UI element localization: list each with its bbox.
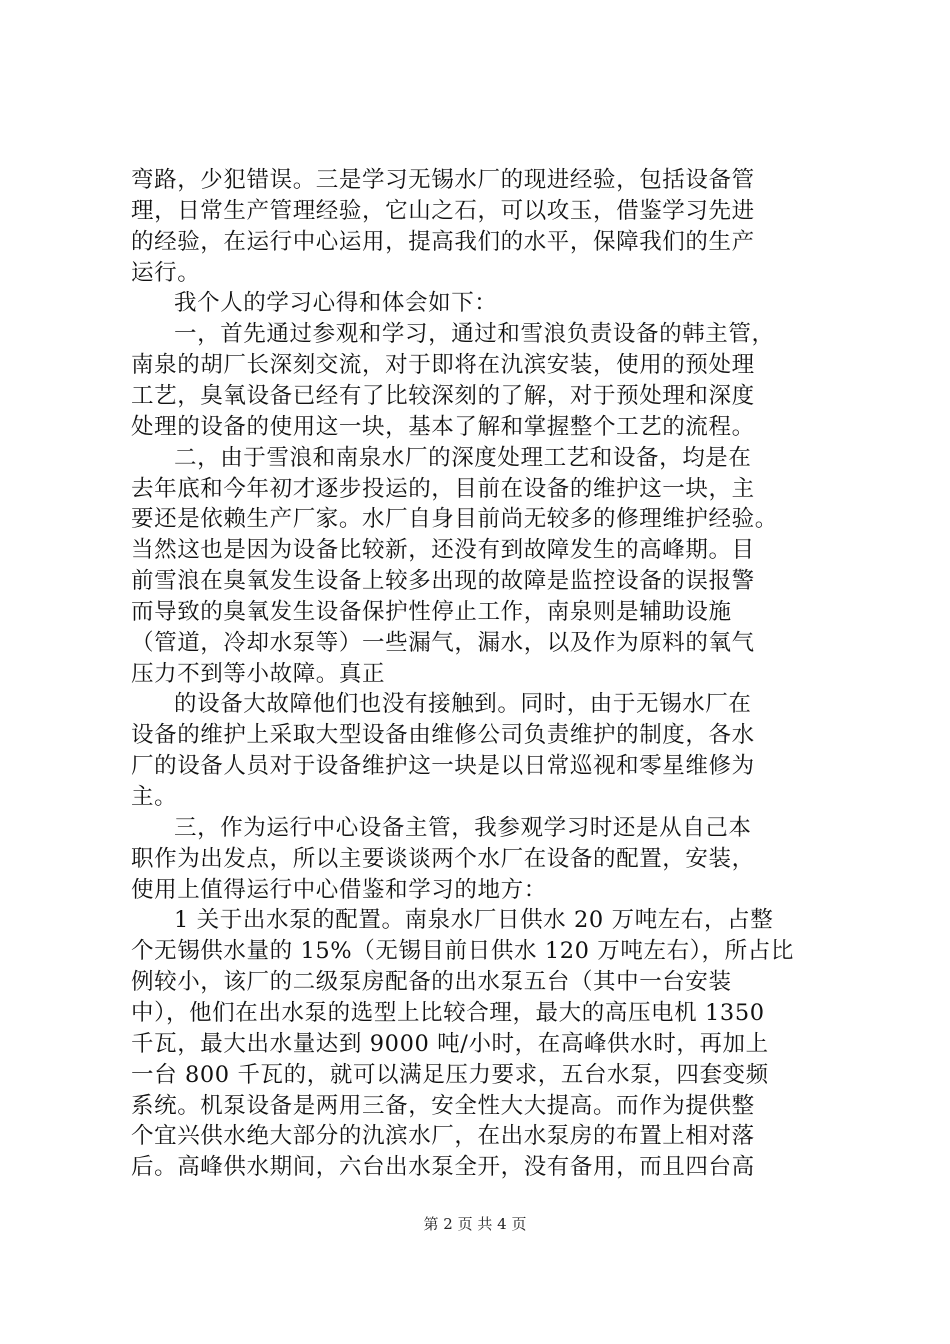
text-line: 职作为出发点，所以主要谈谈两个水厂在设备的配置，安装， — [131, 845, 755, 872]
text-line: 运行。 — [131, 259, 201, 286]
text-line: 而导致的臭氧发生设备保护性停止工作，南泉则是辅助设施 — [131, 598, 732, 625]
text-line: 使用上值得运行中心借鉴和学习的地方： — [131, 876, 547, 903]
text-line: 要还是依赖生产厂家。水厂自身目前尚无较多的修理维护经验。 — [131, 506, 778, 533]
page-footer: 第 2 页 共 4 页 — [423, 1215, 527, 1233]
text-line: 我个人的学习心得和体会如下： — [174, 290, 498, 317]
text-line: 南泉的胡厂长深刻交流，对于即将在氿滨安装，使用的预处理 — [131, 352, 755, 379]
text-line: 个宜兴供水绝大部分的氿滨水厂，在出水泵房的布置上相对落 — [131, 1123, 755, 1150]
text-line: 三，作为运行中心设备主管，我参观学习时还是从自己本 — [174, 814, 752, 841]
text-line: 当然这也是因为设备比较新，还没有到故障发生的高峰期。目 — [131, 537, 755, 564]
text-line: 的设备大故障他们也没有接触到。同时，由于无锡水厂在 — [174, 691, 752, 718]
text-line: 厂的设备人员对于设备维护这一块是以日常巡视和零星维修为 — [131, 753, 755, 780]
text-line: 处理的设备的使用这一块，基本了解和掌握整个工艺的流程。 — [131, 413, 755, 440]
text-line: 千瓦，最大出水量达到 9000 吨/小时，在高峰供水时，再加上 — [131, 1030, 769, 1057]
text-line: 系统。机泵设备是两用三备，安全性大大提高。而作为提供整 — [131, 1092, 755, 1119]
text-line: 压力不到等小故障。真正 — [131, 660, 386, 687]
text-line: 前雪浪在臭氧发生设备上较多出现的故障是监控设备的误报警 — [131, 568, 755, 595]
text-line: （管道，冷却水泵等）一些漏气，漏水，以及作为原料的氧气 — [131, 629, 755, 656]
text-line: 一，首先通过参观和学习，通过和雪浪负责设备的韩主管， — [174, 321, 775, 348]
text-line: 例较小，该厂的二级泵房配备的出水泵五台（其中一台安装 — [131, 969, 732, 996]
text-line: 个无锡供水量的 15%（无锡目前日供水 120 万吨左右），所占比 — [131, 938, 794, 965]
text-line: 工艺，臭氧设备已经有了比较深刻的了解，对于预处理和深度 — [131, 382, 755, 409]
text-line: 一台 800 千瓦的，就可以满足压力要求，五台水泵，四套变频 — [131, 1061, 769, 1088]
text-line: 去年底和今年初才逐步投运的，目前在设备的维护这一块，主 — [131, 475, 755, 502]
text-line: 二，由于雪浪和南泉水厂的深度处理工艺和设备，均是在 — [174, 444, 752, 471]
text-line: 主。 — [131, 784, 178, 810]
text-line: 中），他们在出水泵的选型上比较合理，最大的高压电机 1350 — [131, 999, 765, 1026]
text-line: 1 关于出水泵的配置。南泉水厂日供水 20 万吨左右，占整 — [174, 907, 774, 934]
text-line: 理，日常生产管理经验，它山之石，可以攻玉，借鉴学习先进 — [131, 197, 755, 224]
text-line: 后。高峰供水期间，六台出水泵全开，没有备用，而且四台高 — [131, 1154, 755, 1181]
text-line: 的经验，在运行中心运用，提高我们的水平，保障我们的生产 — [131, 228, 755, 255]
text-line: 弯路，少犯错误。三是学习无锡水厂的现进经验，包括设备管 — [131, 167, 755, 193]
text-line: 设备的维护上采取大型设备由维修公司负责维护的制度，各水 — [131, 722, 755, 749]
